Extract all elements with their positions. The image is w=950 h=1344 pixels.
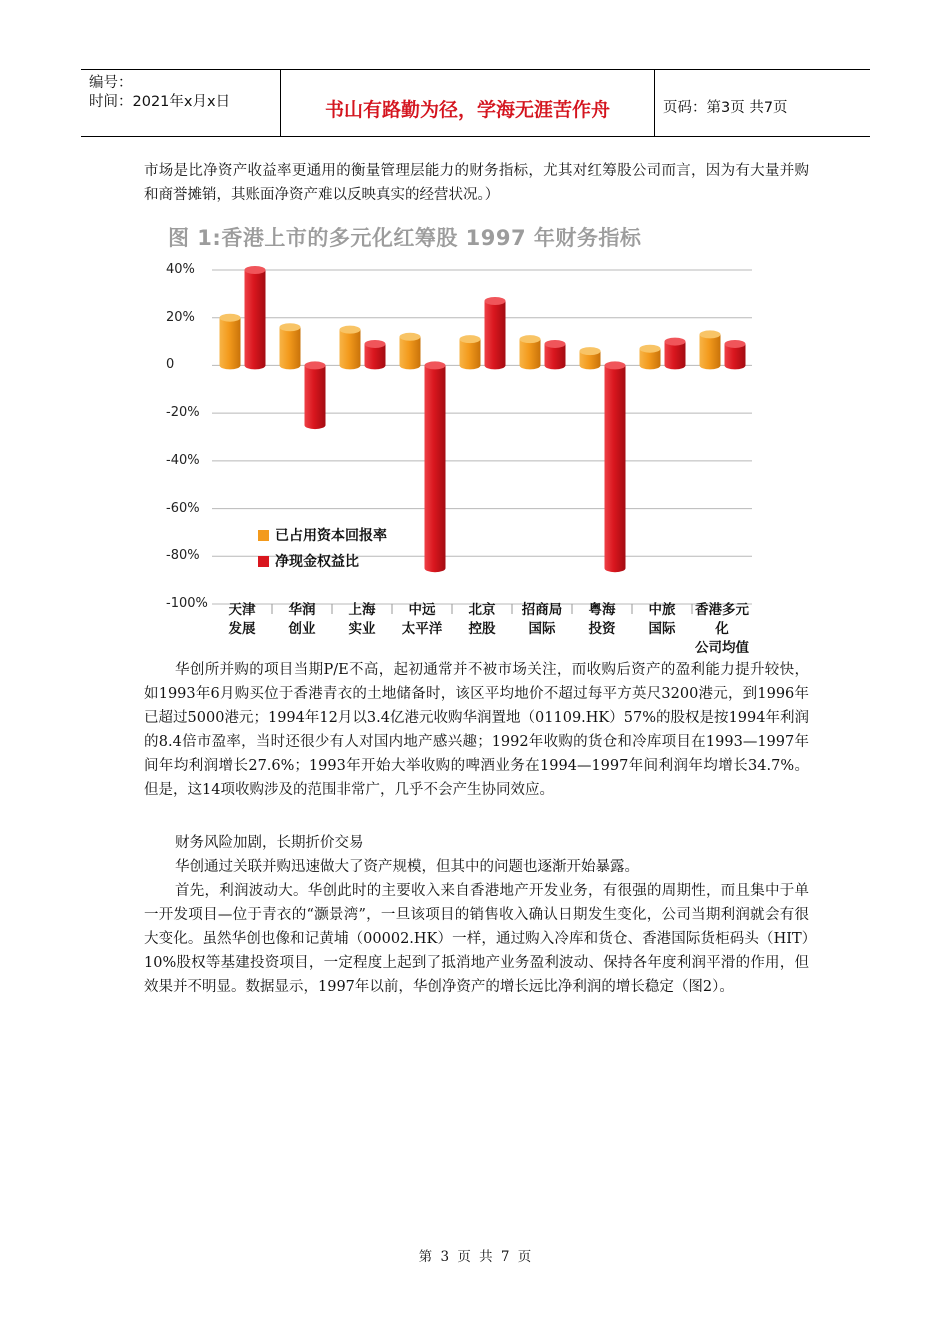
page-footer: 第 3 页 共 7 页 — [418, 1249, 532, 1265]
x-category-label — [451, 601, 513, 639]
x-category-label — [271, 601, 333, 639]
category-label-line: 发展 — [228, 621, 256, 637]
category-label-line: 华润 — [288, 602, 316, 618]
legend-swatch-orange — [258, 530, 269, 541]
category-label-line: 中远 — [408, 602, 436, 618]
category-label-line: 实业 — [348, 621, 376, 637]
bar-net-cash-equity-4 — [485, 297, 506, 369]
paragraph-problems: 华创通过关联并购迅速做大了资产规模，但其中的问题也逐渐开始暴露。 — [175, 859, 639, 875]
x-category-label — [391, 601, 453, 639]
paragraph-intro: 市场是比净资产收益率更通用的衡量管理层能力的财务指标，尤其对红筹股公司而言，因为有大量并购和商誉摊销，其账面净资产难以反映真实的经营状况。） — [144, 163, 809, 203]
date-label: 时间：2021年x月x日 — [89, 94, 231, 110]
x-category-label — [691, 601, 753, 658]
category-label-line: 控股 — [468, 621, 496, 637]
category-label-line: 国际 — [648, 621, 676, 637]
x-category-label — [511, 601, 573, 639]
bar-net-cash-equity-7 — [665, 338, 686, 370]
bar-capital-return-4 — [460, 335, 481, 369]
y-tick-label: -80% — [166, 548, 200, 564]
y-tick-label: 40% — [166, 262, 195, 277]
category-label-line: 粤海 — [588, 602, 616, 618]
legend-swatch-red — [258, 556, 269, 567]
legend-item-series1 — [258, 525, 387, 545]
x-category-label — [571, 601, 633, 639]
chart-title: 图 1:香港上市的多元化红筹股 1997 年财务指标 — [168, 226, 642, 250]
x-category-label — [331, 601, 393, 639]
bar-net-cash-equity-2 — [365, 340, 386, 369]
y-tick-label: 0 — [166, 357, 175, 373]
y-tick-label: -20% — [166, 405, 200, 421]
category-label-line: 公司均值 — [695, 640, 749, 656]
bar-net-cash-equity-0 — [245, 266, 266, 369]
paragraph-profit-volatility: 首先，利润波动大。华创此时的主要收入来自香港地产开发业务，有很强的周期性，而且集中于单一开发项目—位于青衣的“灏景湾”，一旦该项目的销售收入确认日期发生变化，公司当期利润就会有很大变化。虽然华创也像和记黄埔（00002.HK）一样，通过购入冷库和货仓、香港国际货柜码头（HIT）10%股权等基建投资项目，一定程度上起到了抵消地产业务盈利波动、保持各年度利润平滑的作用，但效果并不明显。数据显示，1997年以前，华创净资产的增长远比净利润的增长稳定（图2）。 — [144, 883, 809, 995]
category-label-line: 投资 — [588, 621, 616, 637]
legend-item-series2 — [258, 551, 359, 571]
y-tick-label: -60% — [166, 500, 200, 516]
bar-capital-return-7 — [640, 345, 661, 370]
bar-net-cash-equity-8 — [725, 340, 746, 369]
bar-capital-return-1 — [280, 323, 301, 369]
category-label-line: 北京 — [468, 602, 496, 618]
category-label-line: 香港多元化 — [695, 602, 749, 637]
x-category-label — [211, 601, 273, 639]
y-tick-label: -40% — [166, 452, 200, 468]
legend-label: 已占用资本回报率 — [275, 528, 387, 544]
category-label-line: 创业 — [288, 621, 316, 637]
header-page-info: 页码：第3页 共7页 — [663, 99, 788, 116]
category-label-line: 国际 — [528, 621, 556, 637]
category-label-line: 招商局 — [521, 602, 563, 618]
section-heading: 财务风险加剧，长期折价交易 — [175, 835, 364, 851]
bar-capital-return-0 — [220, 314, 241, 370]
bar-capital-return-5 — [520, 335, 541, 369]
category-label-line: 中旅 — [648, 602, 676, 618]
paragraph-acquisitions: 华创所并购的项目当期P/E不高，起初通常并不被市场关注，而收购后资产的盈利能力提升较快，如1993年6月购买位于香港青衣的土地储备时，该区平均地价不超过每平方英尺3200港元，到1996年已超过5000港元；1994年12月以3.4亿港元收购华润置地（01109.HK）57%的股权是按1994年利润的8.4倍市盈率，当时还很少有人对国内地产感兴趣；1992年收购的货仓和冷库项目在1993—1997年间年均利润增长27.6%；1993年开始大举收购的啤酒业务在1994—1997年间利润年均增长34.7%。但是，这14项收购涉及的范围非常广，几乎不会产生协同效应。 — [144, 662, 809, 798]
legend-label: 净现金权益比 — [275, 554, 359, 570]
bar-capital-return-8 — [700, 330, 721, 369]
y-tick-label: 20% — [166, 309, 195, 325]
category-label-line: 上海 — [348, 602, 376, 618]
bar-capital-return-2 — [340, 326, 361, 370]
category-label-line: 太平洋 — [401, 621, 443, 637]
y-tick-label: -100% — [166, 596, 208, 611]
bar-capital-return-3 — [400, 333, 421, 370]
bar-capital-return-6 — [580, 347, 601, 369]
category-label-line: 天津 — [228, 602, 256, 618]
header-motto: 书山有路勤为径，学海无涯苦作舟 — [324, 98, 610, 121]
number-label: 编号： — [89, 75, 133, 91]
bar-net-cash-equity-1 — [305, 361, 326, 429]
bar-net-cash-equity-6 — [605, 361, 626, 572]
bar-net-cash-equity-3 — [425, 361, 446, 572]
bar-net-cash-equity-5 — [545, 340, 566, 369]
x-category-label — [631, 601, 693, 639]
